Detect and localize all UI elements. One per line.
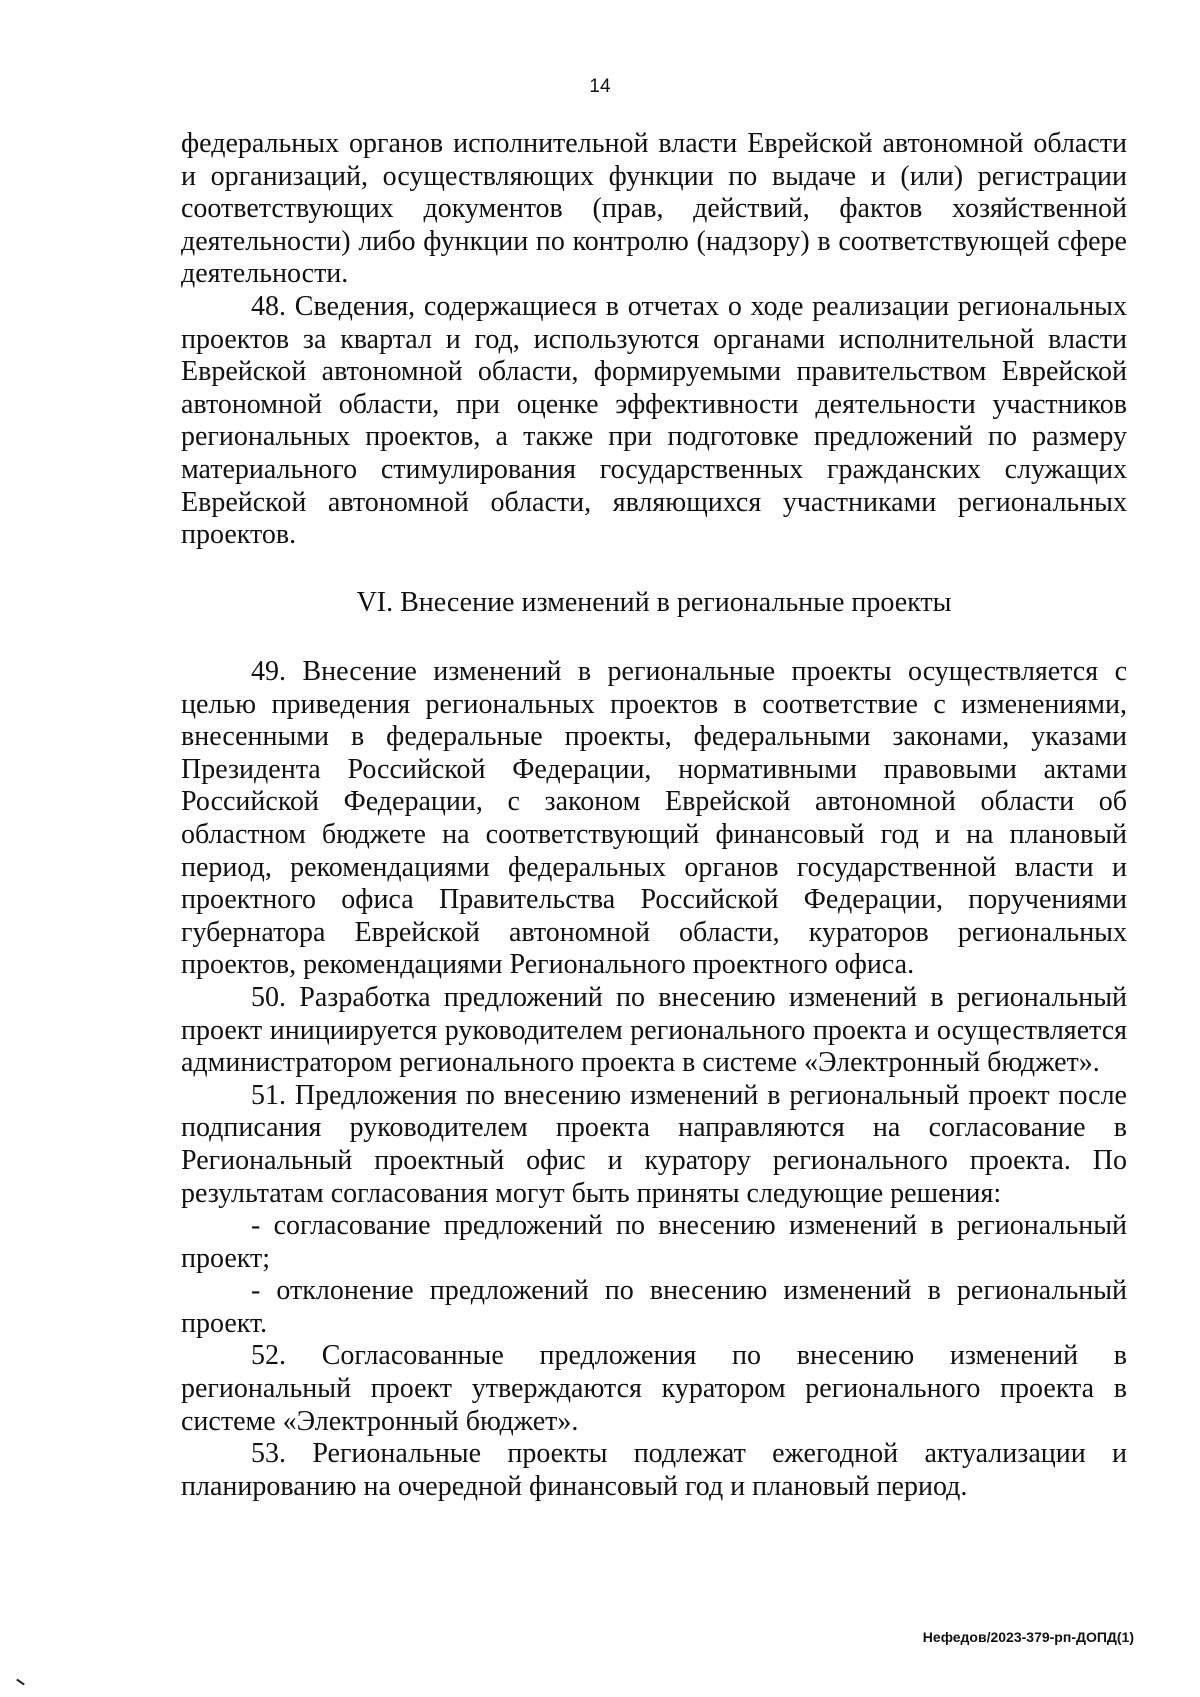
top-text-block — [181, 128, 1127, 552]
section-text-block — [181, 656, 1127, 1503]
paragraph-50: 50. Разработка предложений по внесению изменений в региональный проект инициируется руководителем регионального проекта и осуществляется администратором регионального проекта в системе «Электронный бюджет». — [181, 981, 1127, 1079]
paragraph-51: 51. Предложения по внесению изменений в региональный проект после подписания руководителем проекта направляются на согласование в Региональный проектный офис и куратору регионального проекта. По результатам согласования могут быть приняты следующие решения: — [181, 1079, 1127, 1209]
list-item-reject: - отклонение предложений по внесению изменений в региональный проект. — [181, 1275, 1127, 1339]
page-number: 14 — [589, 76, 611, 97]
list-item-approve: - согласование предложений по внесению изменений в региональный проект; — [181, 1210, 1127, 1274]
paragraph-53: 53. Региональные проекты подлежат ежегодной актуализации и планированию на очередной финансовый год и плановый период. — [181, 1438, 1127, 1502]
paragraph-48: 48. Сведения, содержащиеся в отчетах о ходе реализации региональных проектов за квартал и год, используются органами исполнительной власти Еврейской автономной области, формируемыми правительством Еврейской автономной области, при оценке эффективности деятельности участников региональных проектов, а также при подготовке предложений по размеру материального стимулирования государственных гражданских служащих Еврейской автономной области, являющихся участниками региональных проектов. — [181, 290, 1127, 551]
paragraph-continuation: федеральных органов исполнительной власти Еврейской автономной области и организаций, осуществляющих функции по выдаче и (или) регистрации соответствующих документов (прав, действий, фактов хозяйственной деятельности) либо функции по контролю (надзору) в соответствующей сфере деятельности. — [181, 128, 1127, 290]
footer-document-code: Нефедов/2023-379-рп-ДОПД(1) — [922, 1629, 1134, 1645]
paragraph-52: 52. Согласованные предложения по внесению изменений в региональный проект утверждаются куратором регионального проекта в системе «Электронный бюджет». — [181, 1340, 1127, 1437]
section-heading: VI. Внесение изменений в региональные проекты — [356, 587, 952, 618]
paragraph-49: 49. Внесение изменений в региональные проекты осуществляется с целью приведения региональных проектов в соответствие с изменениями, внесенными в федеральные проекты, федеральными законами, указами Президента Российской Федерации, нормативными правовыми актами Российской Федерации, с законом Еврейской автономной области об областном бюджете на соответствующий финансовый год и на плановый период, рекомендациями федеральных органов государственной власти и проектного офиса Правительства Российской Федерации, поручениями губернатора Еврейской автономной области, кураторов региональных проектов, рекомендациями Регионального проектного офиса. — [181, 656, 1127, 981]
scan-mark — [16, 1679, 25, 1686]
